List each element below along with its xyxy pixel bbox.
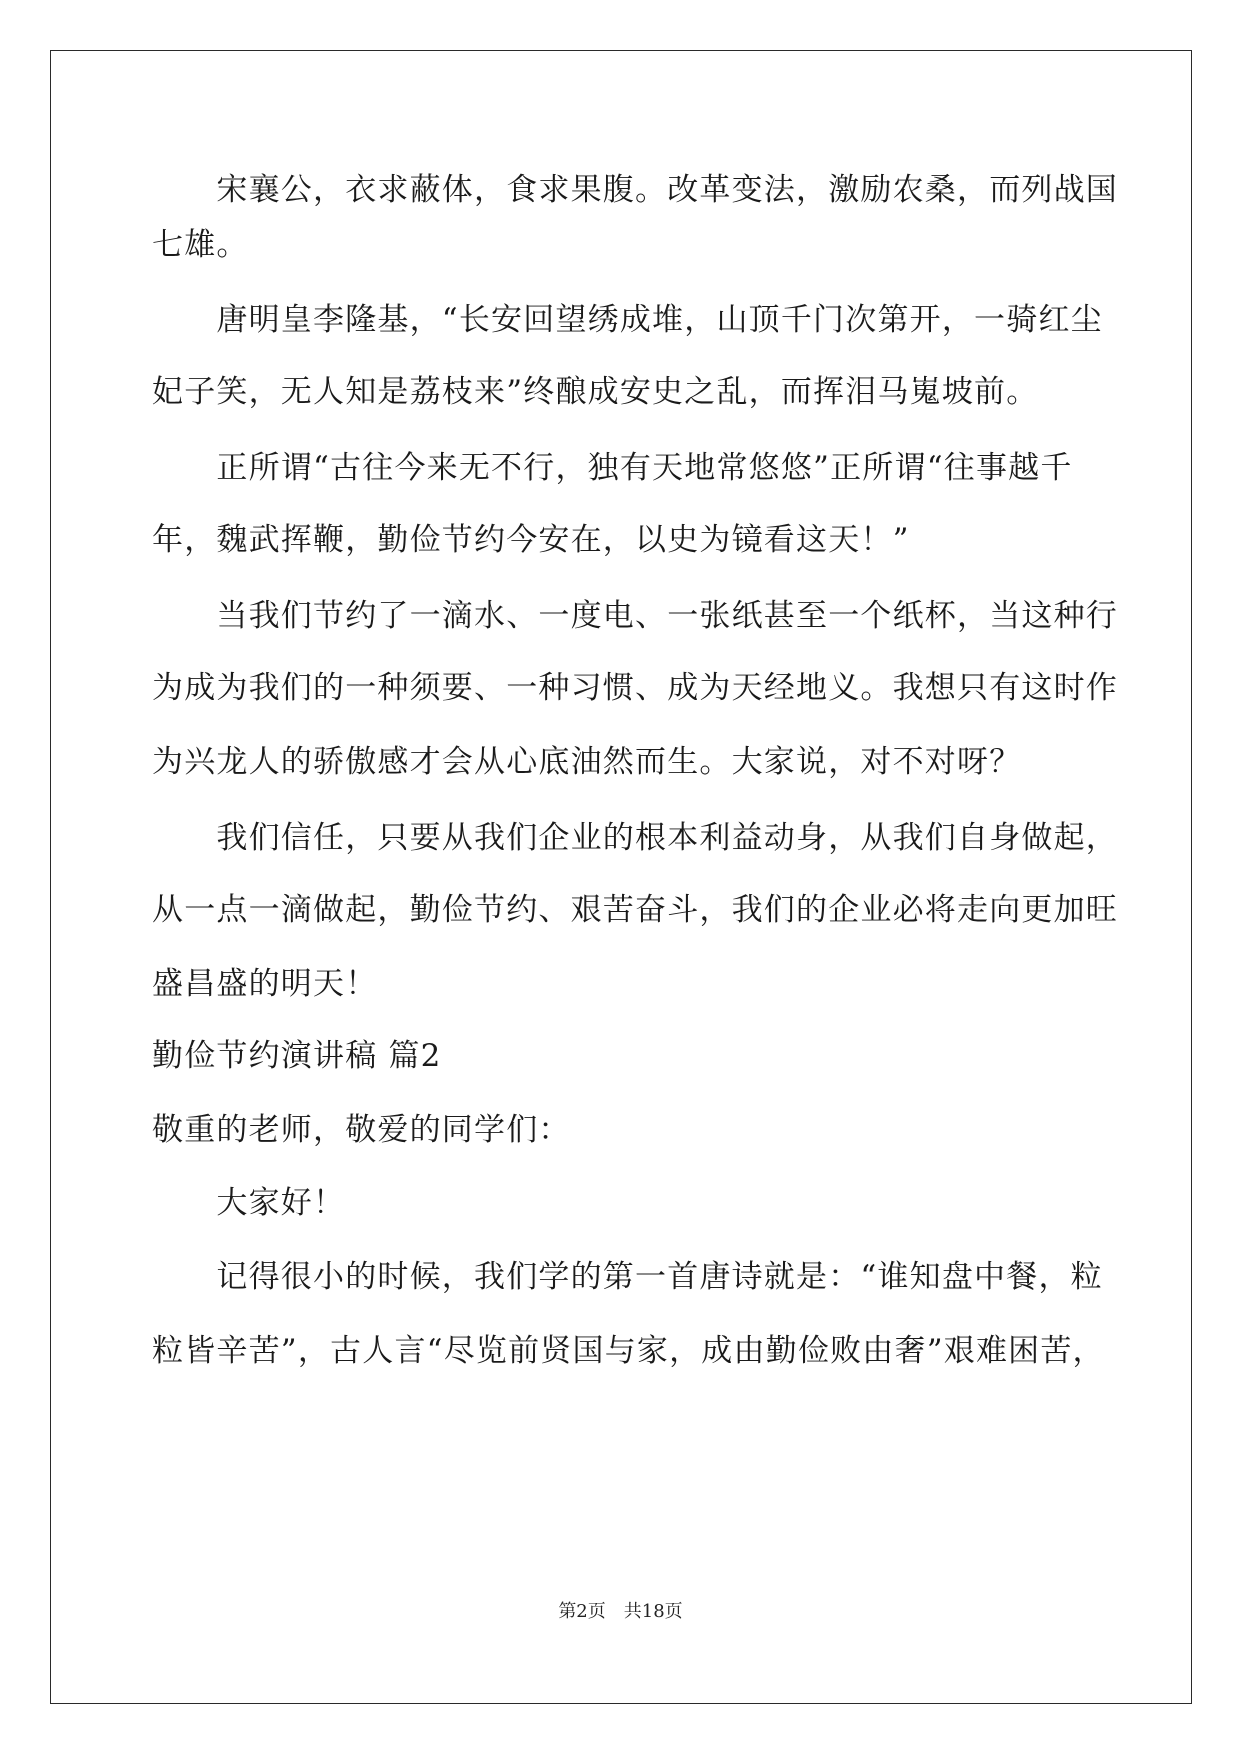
text-line: 为兴龙人的骄傲感才会从心底油然而生。大家说，对不对呀？ bbox=[152, 744, 1022, 780]
page-number: 第2页 共18页 bbox=[558, 1601, 683, 1622]
text-line: 当我们节约了一滴水、一度电、一张纸甚至一个纸杯，当这种行 bbox=[152, 598, 1118, 634]
text-line: 正所谓“古往今来无不行，独有天地常悠悠”正所谓“往事越千 bbox=[152, 450, 1073, 486]
text-line: 我们信任，只要从我们企业的根本利益动身，从我们自身做起， bbox=[152, 820, 1118, 856]
salutation: 敬重的老师，敬爱的同学们： bbox=[152, 1112, 571, 1148]
text-line: 宋襄公，衣求蔽体，食求果腹。改革变法，激励农桑，而列战国 bbox=[152, 172, 1118, 208]
text-line: 唐明皇李隆基，“长安回望绣成堆，山顶千门次第开，一骑红尘 bbox=[152, 302, 1103, 338]
text-line: 粒皆辛苦”，古人言“尽览前贤国与家，成由勤俭败由奢”艰难困苦， bbox=[152, 1333, 1105, 1369]
text-line: 年，魏武挥鞭，勤俭节约今安在，以史为镜看这天！” bbox=[152, 522, 910, 558]
section-heading: 勤俭节约演讲稿 篇2 bbox=[152, 1038, 442, 1074]
text-line: 妃子笑，无人知是荔枝来”终酿成安史之乱，而挥泪马嵬坡前。 bbox=[152, 374, 1039, 410]
text-line: 记得很小的时候，我们学的第一首唐诗就是：“谁知盘中餐，粒 bbox=[152, 1259, 1103, 1295]
text-line: 为成为我们的一种须要、一种习惯、成为天经地义。我想只有这时作 bbox=[152, 670, 1118, 706]
text-line: 七雄。 bbox=[152, 227, 249, 263]
text-line: 从一点一滴做起，勤俭节约、艰苦奋斗，我们的企业必将走向更加旺 bbox=[152, 892, 1118, 928]
page-border bbox=[50, 50, 1192, 1704]
text-line: 盛昌盛的明天！ bbox=[152, 966, 378, 1002]
greeting: 大家好！ bbox=[152, 1185, 346, 1221]
